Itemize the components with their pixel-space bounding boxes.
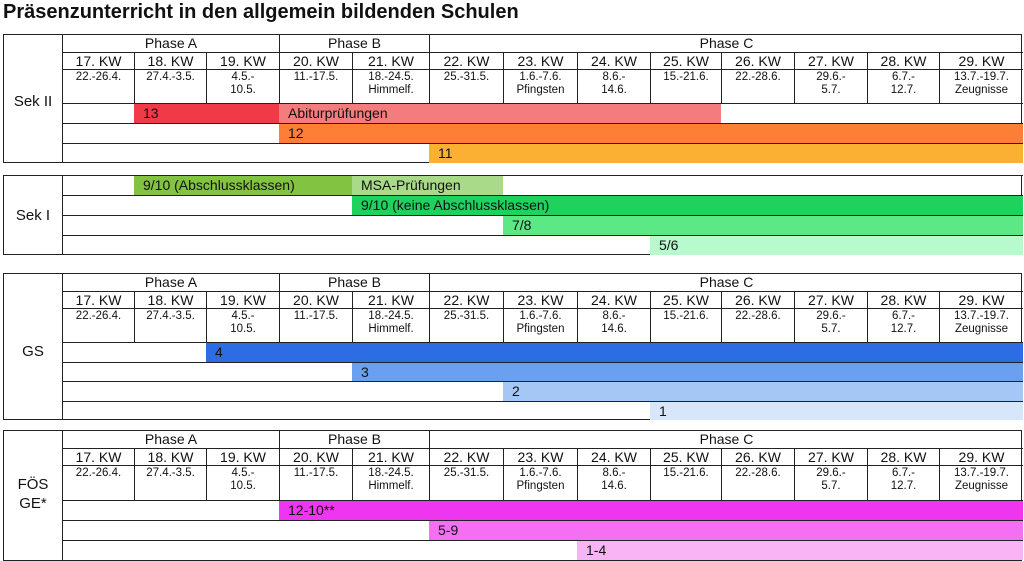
date-header: 1.6.-7.6. Pfingsten xyxy=(503,308,577,343)
date-header: 4.5.- 10.5. xyxy=(206,69,279,104)
date-header: 6.7.- 12.7. xyxy=(867,465,939,500)
week-header: 23. KW xyxy=(503,291,577,308)
week-header: 27. KW xyxy=(794,448,867,465)
grade-bar: 9/10 (keine Abschlussklassen) xyxy=(352,195,1023,215)
date-header: 13.7.-19.7. Zeugnisse xyxy=(939,465,1023,500)
week-header: 18. KW xyxy=(134,291,206,308)
week-header: 24. KW xyxy=(577,291,650,308)
grade-bar: 11 xyxy=(429,143,1023,163)
date-header: 25.-31.5. xyxy=(429,69,503,104)
week-header: 23. KW xyxy=(503,52,577,69)
week-header: 17. KW xyxy=(62,291,134,308)
date-header: 13.7.-19.7. Zeugnisse xyxy=(939,69,1023,104)
date-header: 25.-31.5. xyxy=(429,308,503,343)
section-label: FÖS GE* xyxy=(17,476,49,512)
phase-header: Phase A xyxy=(62,431,279,448)
phase-header: Phase C xyxy=(429,35,1023,52)
week-header: 25. KW xyxy=(650,52,721,69)
grade-bar: 12-10** xyxy=(279,500,1023,520)
date-header: 15.-21.6. xyxy=(650,308,721,343)
week-header: 17. KW xyxy=(62,448,134,465)
phase-header: Phase C xyxy=(429,431,1023,448)
date-header: 22.-26.4. xyxy=(62,465,134,500)
week-header: 25. KW xyxy=(650,448,721,465)
date-header: 22.-28.6. xyxy=(721,308,794,343)
grade-bar: 13 xyxy=(134,103,279,123)
week-header: 20. KW xyxy=(279,52,352,69)
phase-header: Phase B xyxy=(279,35,429,52)
week-header: 29. KW xyxy=(939,291,1023,308)
date-header: 29.6.- 5.7. xyxy=(794,308,867,343)
section-label: Sek II xyxy=(13,93,53,110)
week-header: 26. KW xyxy=(721,291,794,308)
week-header: 26. KW xyxy=(721,52,794,69)
date-header: 1.6.-7.6. Pfingsten xyxy=(503,69,577,104)
week-header: 21. KW xyxy=(352,448,429,465)
week-header: 26. KW xyxy=(721,448,794,465)
week-header: 23. KW xyxy=(503,448,577,465)
page-title: Präsenzunterricht in den allgemein bildenden Schulen xyxy=(3,1,519,23)
date-header: 27.4.-3.5. xyxy=(134,465,206,500)
date-header: 22.-28.6. xyxy=(721,69,794,104)
grade-bar: 2 xyxy=(503,381,1023,401)
grade-bar: 12 xyxy=(279,123,1023,143)
date-header: 11.-17.5. xyxy=(279,465,352,500)
section-sek-i xyxy=(3,175,1022,255)
section-label: GS xyxy=(22,343,44,360)
date-header: 22.-28.6. xyxy=(721,465,794,500)
grade-bar: 7/8 xyxy=(503,215,1023,235)
date-header: 1.6.-7.6. Pfingsten xyxy=(503,465,577,500)
week-header: 19. KW xyxy=(206,448,279,465)
date-header: 8.6.- 14.6. xyxy=(577,465,650,500)
week-header: 21. KW xyxy=(352,52,429,69)
week-header: 28. KW xyxy=(867,448,939,465)
date-header: 15.-21.6. xyxy=(650,465,721,500)
grade-bar: 9/10 (Abschlussklassen) xyxy=(134,175,352,195)
week-header: 22. KW xyxy=(429,291,503,308)
date-header: 11.-17.5. xyxy=(279,308,352,343)
phase-header: Phase C xyxy=(429,274,1023,291)
week-header: 19. KW xyxy=(206,291,279,308)
section-foes-ge xyxy=(3,430,1022,561)
grade-bar: 1-4 xyxy=(577,540,1023,560)
phase-header: Phase B xyxy=(279,274,429,291)
week-header: 22. KW xyxy=(429,448,503,465)
phase-header: Phase A xyxy=(62,274,279,291)
section-label: Sek I xyxy=(15,207,51,224)
date-header: 6.7.- 12.7. xyxy=(867,69,939,104)
week-header: 27. KW xyxy=(794,52,867,69)
grade-bar: 5-9 xyxy=(429,520,1023,540)
week-header: 24. KW xyxy=(577,52,650,69)
week-header: 19. KW xyxy=(206,52,279,69)
date-header: 22.-26.4. xyxy=(62,69,134,104)
week-header: 28. KW xyxy=(867,291,939,308)
week-header: 17. KW xyxy=(62,52,134,69)
date-header: 29.6.- 5.7. xyxy=(794,465,867,500)
week-header: 27. KW xyxy=(794,291,867,308)
week-header: 22. KW xyxy=(429,52,503,69)
date-header: 18.-24.5. Himmelf. xyxy=(352,308,429,343)
week-header: 29. KW xyxy=(939,52,1023,69)
date-header: 6.7.- 12.7. xyxy=(867,308,939,343)
date-header: 25.-31.5. xyxy=(429,465,503,500)
phase-header: Phase B xyxy=(279,431,429,448)
grade-bar: 4 xyxy=(206,342,1023,362)
date-header: 15.-21.6. xyxy=(650,69,721,104)
week-header: 29. KW xyxy=(939,448,1023,465)
date-header: 18.-24.5. Himmelf. xyxy=(352,69,429,104)
grade-bar: 5/6 xyxy=(650,235,1023,255)
week-header: 21. KW xyxy=(352,291,429,308)
week-header: 20. KW xyxy=(279,448,352,465)
date-header: 27.4.-3.5. xyxy=(134,69,206,104)
week-header: 20. KW xyxy=(279,291,352,308)
section-sek-ii xyxy=(3,34,1022,163)
week-header: 18. KW xyxy=(134,448,206,465)
section-gs xyxy=(3,273,1022,420)
date-header: 8.6.- 14.6. xyxy=(577,308,650,343)
date-header: 13.7.-19.7. Zeugnisse xyxy=(939,308,1023,343)
grade-bar: MSA-Prüfungen xyxy=(352,175,503,195)
date-header: 11.-17.5. xyxy=(279,69,352,104)
grade-bar: 3 xyxy=(352,362,1023,382)
grade-bar: Abiturprüfungen xyxy=(279,103,721,123)
date-header: 29.6.- 5.7. xyxy=(794,69,867,104)
date-header: 22.-26.4. xyxy=(62,308,134,343)
date-header: 8.6.- 14.6. xyxy=(577,69,650,104)
grade-bar: 1 xyxy=(650,401,1023,421)
date-header: 4.5.- 10.5. xyxy=(206,465,279,500)
week-header: 18. KW xyxy=(134,52,206,69)
date-header: 18.-24.5. Himmelf. xyxy=(352,465,429,500)
week-header: 24. KW xyxy=(577,448,650,465)
date-header: 27.4.-3.5. xyxy=(134,308,206,343)
week-header: 28. KW xyxy=(867,52,939,69)
phase-header: Phase A xyxy=(62,35,279,52)
week-header: 25. KW xyxy=(650,291,721,308)
date-header: 4.5.- 10.5. xyxy=(206,308,279,343)
